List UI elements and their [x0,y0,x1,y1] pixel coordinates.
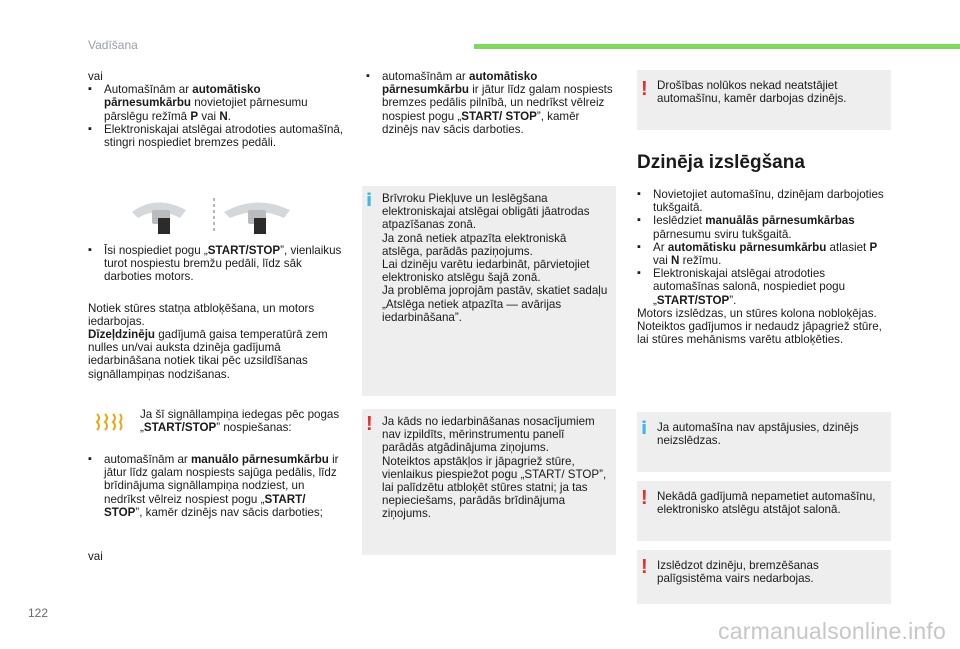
warning-text: Drošības nolūkos nekad neatstājiet automašīnu, kamēr darbojas dzinējs. [657,79,847,106]
info-text: Brīvroku Piekļuve un Ieslēgšana elektroniskajai atslēgai obligāti jāatrodas atpazīšanas zonā. [382,192,590,232]
info-text: Ja zonā netiek atpazīta elektroniskā atslēga, parādās paziņojums. [382,231,567,258]
info-text: Lai dzinēju varētu iedarbināt, pārvietojiet elektronisko atslēgu šajā zonā. [382,258,590,285]
list-item: ▪ Elektroniskajai atslēgai atrodoties automašīnā, stingri nospiediet bremzes pedāli. [88,122,344,150]
warning-icon: ! [641,78,648,100]
info-box [637,412,891,472]
info-text: Ja problēma joprojām pastāv, skatiet sadaļu „Atslēga netiek atpazīta — avārijas iedarbināšana”. [382,284,608,324]
bullet-icon: ▪ [366,70,370,82]
list-item: ▪ Īsi nospiediet pogu „START/STOP”, vienlaikus turot nospiestu bremžu pedāli, līdz sāk darboties motors. [88,244,342,284]
list-item: ▪ automašīnām ar automātisko pārnesumkārbu ir jātur līdz galam nospiests bremzes pedālis pilnībā, un nedrīkst vēlreiz nospiest pogu „START/ STOP”, kamēr dzinējs nav sācis darboties. [366,70,613,136]
warning-text: Ja kāds no iedarbināšanas nosacījumiem nav izpildīts, mērinstrumentu panelī parādās atgādinājuma ziņojums. [382,415,595,455]
bullet-icon: ▪ [88,83,92,96]
bullet-icon: ▪ [637,240,641,253]
warning-icon: ! [366,413,373,435]
warning-box [362,409,616,555]
glow-plug-icon [94,410,124,432]
section-accent-bar [474,44,960,49]
paragraph: Notiek stūres statņa atbloķēšana, un motors iedarbojas. [88,301,315,328]
paragraph: Motors izslēdzas, un stūres kolona nobloķējas. Noteiktos gadījumos ir nedaudz jāpagriež stūre, lai stūres mehānisms varētu atbloķēties. [637,306,882,347]
info-box [362,186,616,396]
column-3 [637,188,891,346]
column-1-bottom [88,453,346,563]
warning-text: Noteiktos apstākļos ir jāpagriež stūre, vienlaikus piespiežot pogu „START/ STOP”, lai palīdzētu atbloķēt stūres statni; ja tas nepieciešams, parādās brīdinājuma ziņojums. [382,454,607,521]
column-1 [88,70,346,149]
section-title: Vadīšana [88,38,138,52]
warning-box [637,550,891,604]
bullet-icon: ▪ [88,453,92,465]
bullet-icon: ▪ [637,214,641,227]
page-number: 122 [28,606,49,620]
or-text: vai [88,70,103,83]
column-1-mid [88,244,346,381]
bullet-icon: ▪ [88,122,92,135]
info-text: Ja automašīna nav apstājusies, dzinējs neizslēdzas. [657,421,859,448]
warning-icon: ! [641,487,648,509]
list-item: ▪ Ieslēdziet manuālās pārnesumkārbas pārnesumu sviru tukšgaitā. [637,214,855,241]
bullet-icon: ▪ [637,267,641,280]
warning-box [637,481,891,541]
steering-wheel-icon [132,202,186,234]
info-icon: i [641,418,648,439]
steering-wheel-icon [224,202,290,234]
section-heading: Dzinēja izslēgšana [637,152,805,173]
warning-text: Izslēdzot dzinēju, bremzēšanas palīgsistēma vairs nedarbojas. [657,559,819,586]
column-2 [366,70,616,136]
glow-plug-note: Ja šī signāllampiņa iedegas pēc pogas „START/STOP” nospiešanas: [140,408,340,435]
or-text: vai [88,550,103,564]
list-item: ▪ Automašīnām ar automātisko pārnesumkārbu novietojiet pārnesumu pārslēgu režīmā P vai N. [88,83,308,123]
bullet-icon: ▪ [637,188,641,200]
info-icon: i [366,190,373,211]
list-item: ▪ Elektroniskajai atslēgai atrodoties automašīnas salonā, nospiediet pogu „START/STOP”. [637,267,846,307]
list-item: ▪ Ar automātisku pārnesumkārbu atlasiet P vai N režīmu. [637,240,878,268]
warning-box [637,70,891,130]
steering-wheel-illustration [128,196,312,236]
warning-text: Nekādā gadījumā nepametiet automašīnu, elektronisko atslēgu atstājot salonā. [657,490,876,517]
bullet-icon: ▪ [88,244,92,256]
list-item: ▪ automašīnām ar manuālo pārnesumkārbu ir jātur līdz galam nospiests sajūga pedālis, līdz brīdinājuma signāllampiņa nodziest, un nedrīkst vēlreiz nospiest pogu „START/ STOP”, kamēr dzinējs nav sācis darboties; [88,453,339,519]
list-item: ▪ Novietojiet automašīnu, dzinējam darbojoties tukšgaitā. [637,188,884,215]
watermark: carmanualsonline.info [718,618,946,644]
paragraph: Dīzeļdzinēju gadījumā gaisa temperatūrā zem nulles un/vai auksta dzinēja gadījumā iedarbināšana notiek tikai pēc uzsildīšanas signāllampiņas nodzišanas. [88,328,328,381]
warning-icon: ! [641,556,648,578]
